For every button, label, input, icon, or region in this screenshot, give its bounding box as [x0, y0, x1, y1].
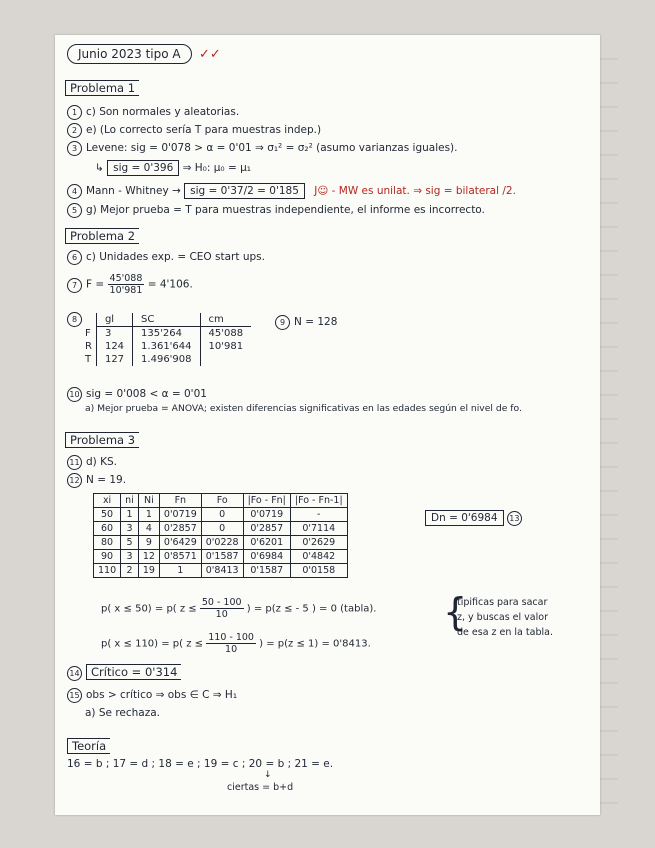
formula-1: p( x ≤ 50) = p( z ≤ $\frac{50 - 100}{10}$ ) = p(z ≤ - 5 ) = 0 (tabla).	[101, 597, 377, 620]
table-row: 110 2 19 1 0'8413 0'1587 0'0158	[94, 564, 348, 578]
down-arrow-icon: ↓	[264, 770, 272, 780]
answer-8: 8	[67, 312, 86, 327]
answer-14: 14 Crítico = 0'314	[67, 665, 181, 681]
answer-3-line2: ↳ sig = 0'396 ⇒ H₀: μ₀ = μ₁	[95, 162, 252, 174]
teoria-answers: 16 = b ; 17 = d ; 18 = e ; 19 = c ; 20 = b ; 21 = e.	[67, 758, 334, 770]
table-row: 60 3 4 0'2857 0 0'2857 0'7114	[94, 522, 348, 536]
dn-result: Dn = 0'6984 13	[425, 510, 526, 526]
teoria-note: ciertas = b+d	[227, 782, 294, 793]
table-row: F 3 135'264 45'088	[77, 327, 251, 341]
answer-6: 6 c) Unidades exp. = CEO start ups.	[67, 250, 265, 265]
table-row: R 124 1.361'644 10'981	[77, 340, 251, 353]
table-row: T 127 1.496'908	[77, 353, 251, 366]
heading-problema-3: Problema 3	[65, 432, 139, 448]
answer-7: 7 F = $\frac{45'088}{10'981}$ = 4'106.	[67, 273, 193, 296]
document-page	[55, 35, 600, 815]
answer-11: 11 d) KS.	[67, 455, 117, 470]
answer-1: 1 c) Son normales y aleatorias.	[67, 105, 239, 120]
page-title: Junio 2023 tipo A	[67, 44, 192, 64]
anova-header: SC	[133, 313, 200, 327]
answer-3: 3 Levene: sig = 0'078 > α = 0'01 ⇒ σ₁² = σ₂² (asumo varianzas iguales).	[67, 141, 457, 156]
heading-problema-2: Problema 2	[65, 228, 139, 244]
answer-12: 12 N = 19.	[67, 473, 126, 488]
answer-9: 9 N = 128	[275, 315, 337, 330]
ks-table: xi ni Ni Fn Fo |Fo - Fn| |Fo - Fn-1| 50 1 1 0'0719 0 0'0719 - 60 3 4 0'2857 0 0'2857 0'7114 80 5 9 0'6429 0'0228 0'6201 0'2629 90 3 12 0'8571 0'1587 0'6984 0'4842 110 2 19 1 0'8413 0'1587 0'0158	[93, 493, 348, 578]
anova-header: gl	[96, 313, 132, 327]
anova-table	[77, 313, 251, 366]
heading-problema-1: Problema 1	[65, 80, 139, 96]
formula-2: p( x ≤ 110) = p( z ≤ $\frac{110 - 100}{10}$ ) = p(z ≤ 1) = 0'8413.	[101, 632, 371, 655]
answer-2: 2 e) (Lo correcto sería T para muestras indep.)	[67, 123, 321, 138]
table-row: 50 1 1 0'0719 0 0'0719 -	[94, 508, 348, 522]
answer-10: 10 sig = 0'008 < α = 0'01	[67, 387, 207, 402]
answer-5: 5 g) Mejor prueba = T para muestras independiente, el informe es incorrecto.	[67, 203, 485, 218]
table-row: 80 5 9 0'6429 0'0228 0'6201 0'2629	[94, 536, 348, 550]
answer-15-line2: a) Se rechaza.	[85, 707, 161, 719]
brace-icon: {	[443, 590, 468, 634]
heading-teoria: Teoría	[67, 738, 110, 754]
answer-10-line2: a) Mejor prueba = ANOVA; existen diferencias significativas en las edades según el nivel de fo.	[85, 403, 522, 414]
answer-15: 15 obs > crítico ⇒ obs ∈ C ⇒ H₁	[67, 688, 237, 703]
title-row	[67, 47, 221, 62]
side-note: tipificas para sacar z, y buscas el valor de esa z en la tabla.	[457, 597, 553, 638]
anova-header-blank	[77, 313, 96, 327]
double-check-icon: ✓✓	[198, 47, 221, 62]
answer-4: 4 Mann - Whitney → sig = 0'37/2 = 0'185 J☺ - MW es unilat. ⇒ sig = bilateral /2.	[67, 183, 516, 199]
anova-header: cm	[200, 313, 251, 327]
table-row: 90 3 12 0'8571 0'1587 0'6984 0'4842	[94, 550, 348, 564]
